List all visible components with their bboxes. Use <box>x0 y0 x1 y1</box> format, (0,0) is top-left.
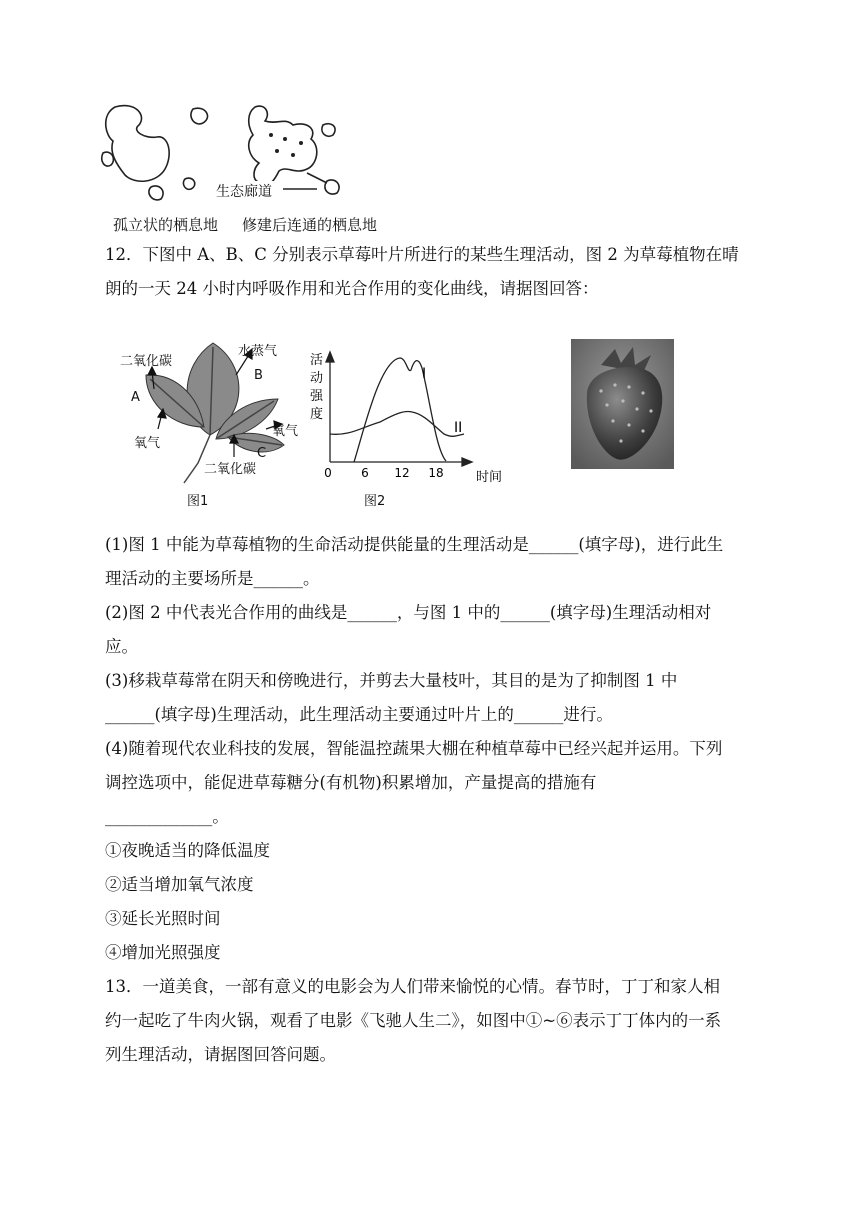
isolated-habitat-patch <box>191 108 208 124</box>
isolated-habitat-caption: 孤立状的栖息地 <box>113 216 219 234</box>
q12-sub1-line1: (1)图 1 中能为草莓植物的生命活动提供能量的生理活动是______(填字母)，进行此生 <box>105 535 724 554</box>
q12-sub4-line1: (4)随着现代农业科技的发展，智能温控蔬果大棚在种植草莓中已经兴起并运用。下列 <box>105 739 723 758</box>
q12-sub2-line1: (2)图 2 中代表光合作用的曲线是______，与图 1 中的______(填字母)生理活动相对 <box>105 603 712 622</box>
isolated-habitat-patch <box>102 152 114 166</box>
fig1-label-o2-right: 氧气 <box>272 424 299 439</box>
fig1-label-co2-top: 二氧化碳 <box>120 354 173 369</box>
curve-ii-label: II <box>454 420 463 436</box>
q12-sub3-line1: (3)移栽草莓常在阴天和傍晚进行，并剪去大量枝叶，其目的是为了抑制图 1 中 <box>105 671 678 690</box>
y-axis-label: 强 <box>310 389 324 404</box>
connected-habitat-patch <box>249 106 317 184</box>
isolated-habitat-patch <box>183 178 194 189</box>
fig1-label-c: C <box>257 446 267 461</box>
q13-line3: 列生理活动，请据图回答问题。 <box>105 1045 336 1064</box>
q12-sub2-line2: 应。 <box>105 637 138 656</box>
tick-label: 6 <box>361 466 369 480</box>
curve-ii <box>330 411 464 436</box>
fig1-caption: 图1 <box>187 494 209 509</box>
q12-stem-line2: 朗的一天 24 小时内呼吸作用和光合作用的变化曲线，请据图回答： <box>105 279 599 298</box>
y-axis-label: 活 <box>310 353 324 368</box>
corridor-line <box>283 173 327 189</box>
curve-i <box>354 358 446 462</box>
q12-option: ②适当增加氧气浓度 <box>105 875 254 894</box>
activity-curves-figure <box>300 340 510 490</box>
isolated-habitat-patch <box>149 186 163 200</box>
q12-sub4-line3: _____________。 <box>105 807 229 826</box>
fig1-label-a: A <box>131 390 140 405</box>
fig2-caption: 图2 <box>364 494 386 509</box>
fig1-label-b: B <box>254 368 263 383</box>
y-axis-label: 度 <box>310 407 324 422</box>
curve-i-label: I <box>422 366 427 382</box>
q12-sub3-line2: ______(填字母)生理活动，此生理活动主要通过叶片上的______进行。 <box>105 705 613 724</box>
tick-label: 12 <box>394 466 410 480</box>
connected-habitat-caption: 修建后连通的栖息地 <box>242 216 378 234</box>
q12-option: ④增加光照强度 <box>105 943 221 962</box>
q13-line2: 约一起吃了牛肉火锅，观看了电影《飞驰人生二》，如图中①~⑥表示丁丁体内的一系 <box>105 1011 722 1030</box>
connected-habitat-patch <box>325 180 339 194</box>
x-axis-label: 时间 <box>476 470 503 485</box>
q12-option: ①夜晚适当的降低温度 <box>105 841 270 860</box>
tick-label: 0 <box>324 466 332 480</box>
q12-option: ③延长光照时间 <box>105 909 221 928</box>
fig1-label-water: 水蒸气 <box>238 344 278 359</box>
corridor-label: 生态廊道 <box>214 181 274 201</box>
q12-sub1-line2: 理活动的主要场所是______。 <box>105 569 320 588</box>
connected-habitat-patch <box>322 124 335 137</box>
strawberry-photo <box>571 339 674 469</box>
q12-stem-line1: 12．下图中 A、B、C 分别表示草莓叶片所进行的某些生理活动，图 2 为草莓植物在晴 <box>105 245 739 264</box>
tick-label: 18 <box>428 466 444 480</box>
fig1-label-o2-left: 氧气 <box>134 436 161 451</box>
fig1-label-co2-bottom: 二氧化碳 <box>204 462 257 477</box>
y-axis-label: 动 <box>310 371 324 386</box>
q12-sub4-line2: 调控选项中，能促进草莓糖分(有机物)积累增加，产量提高的措施有 <box>105 773 597 792</box>
q13-line1: 13．一道美食，一部有意义的电影会为人们带来愉悦的心情。春节时，丁丁和家人相 <box>105 977 720 996</box>
isolated-habitat-patch <box>106 106 169 182</box>
